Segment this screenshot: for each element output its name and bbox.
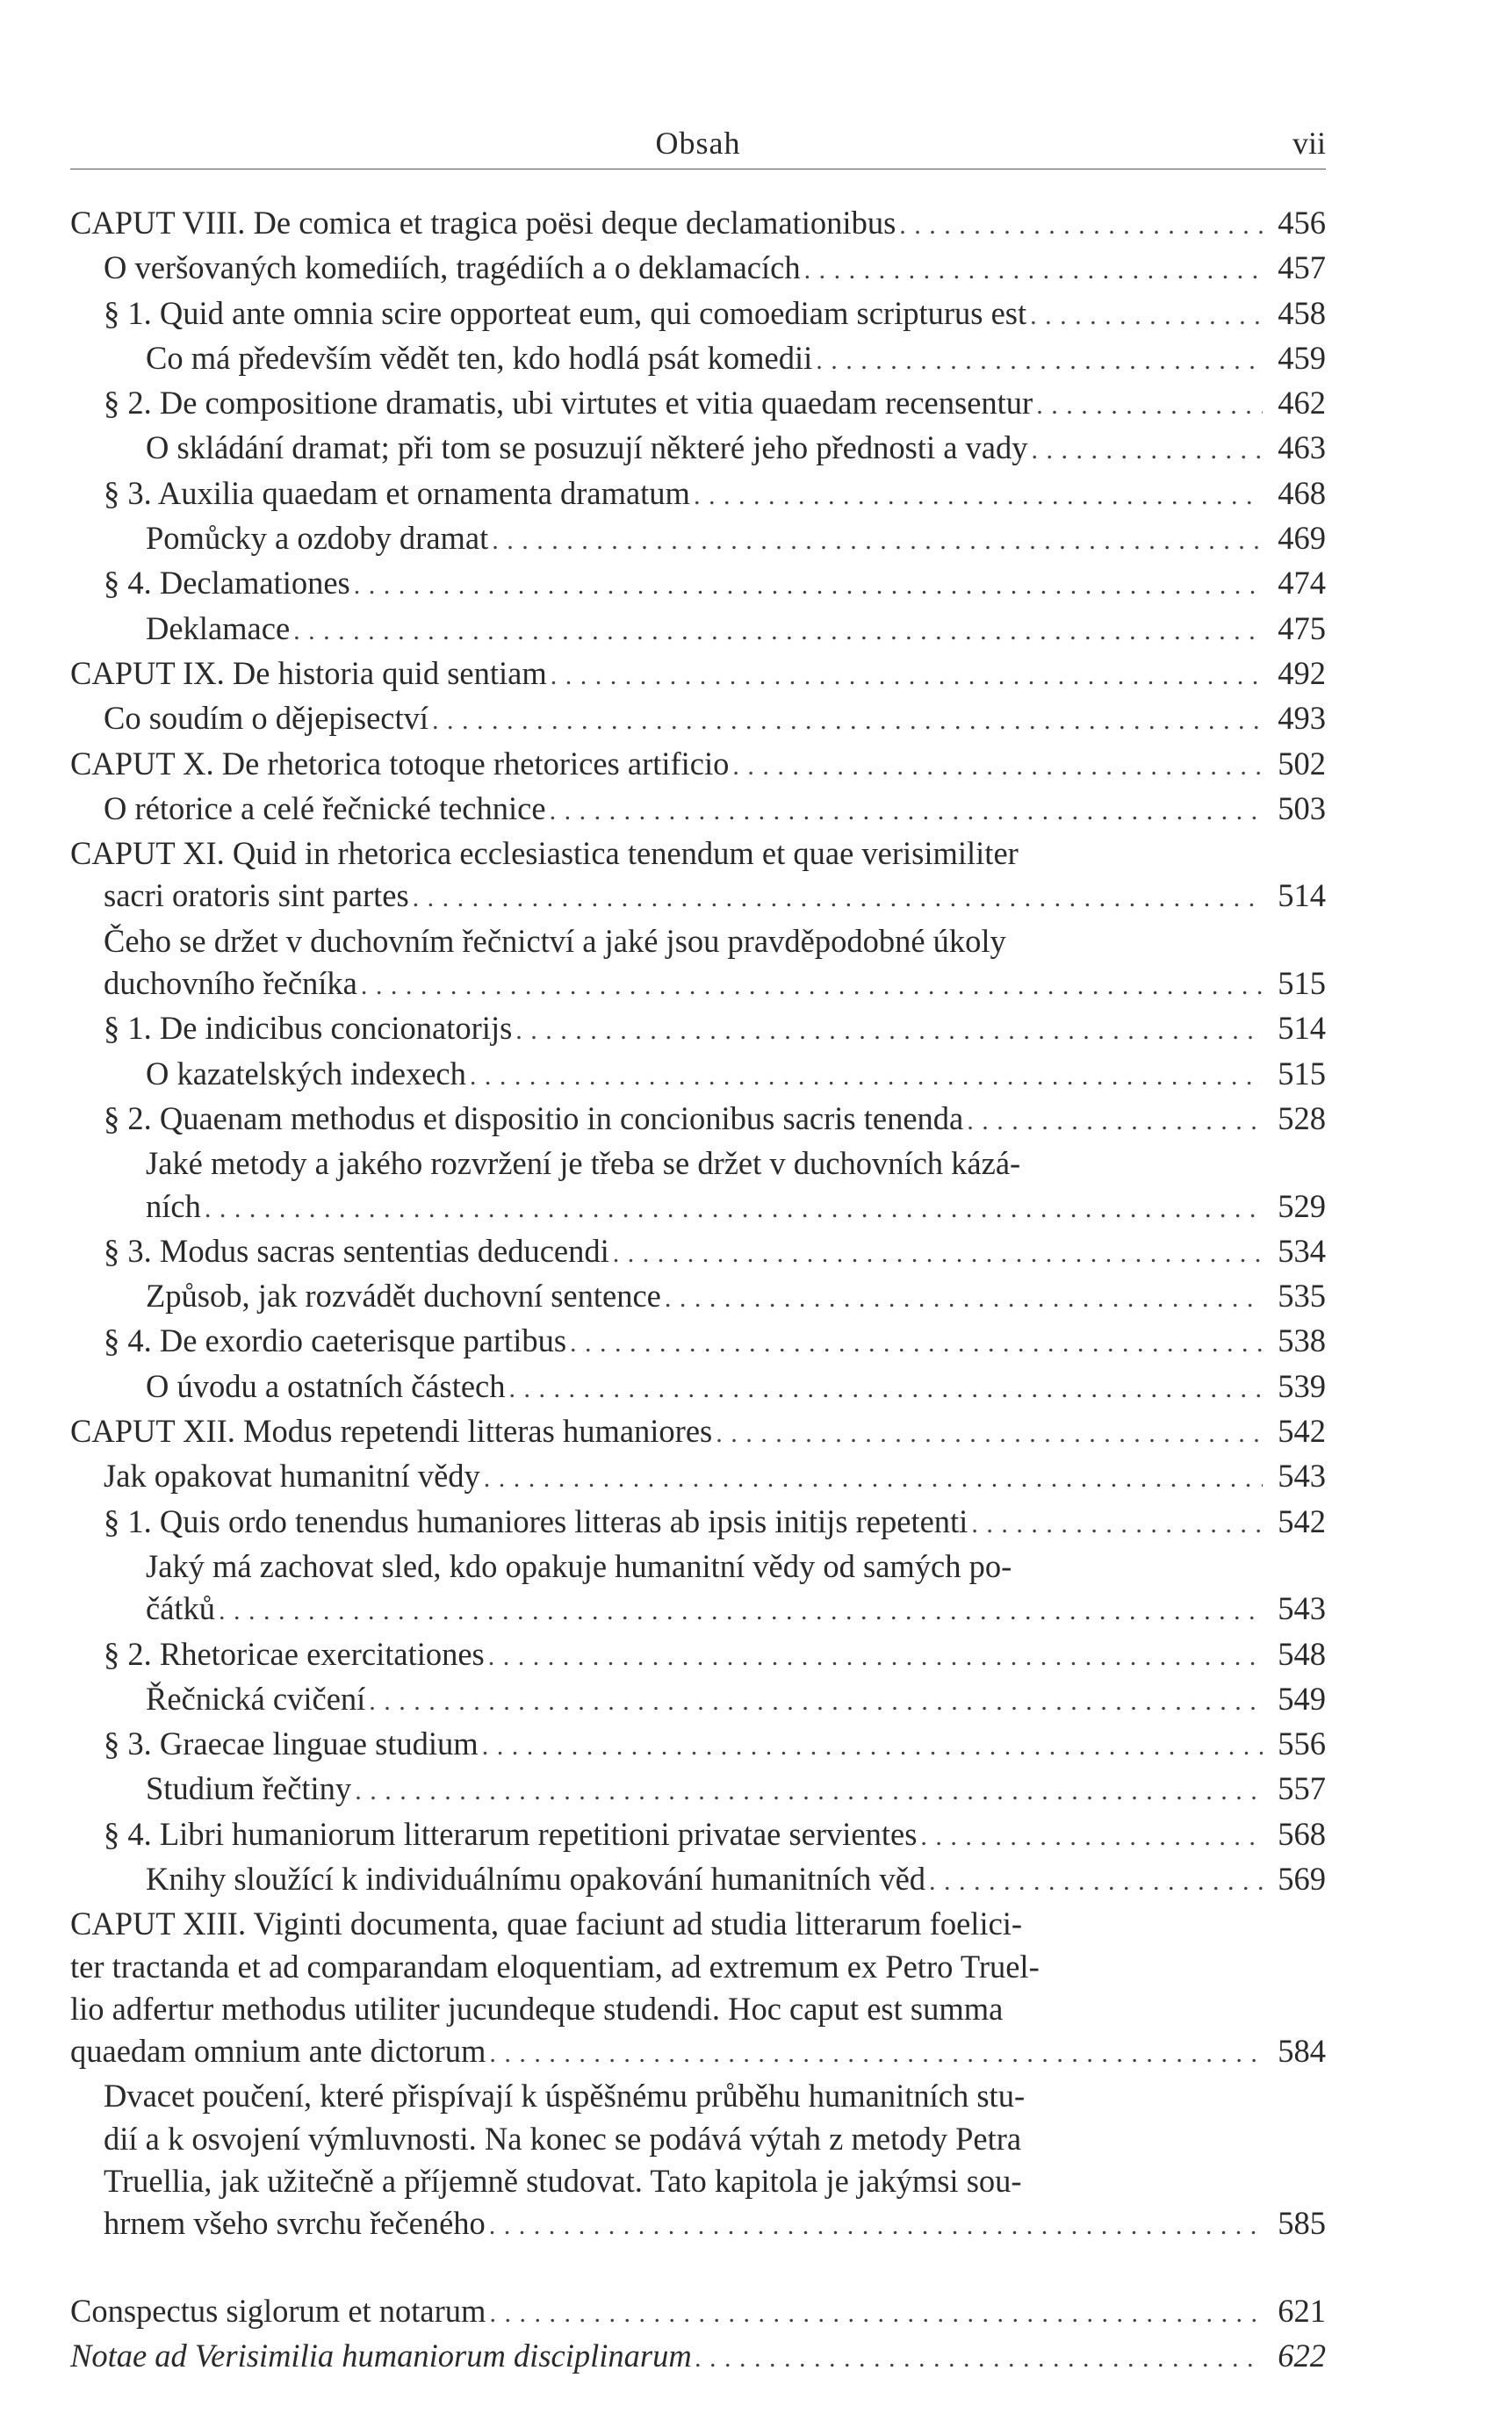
toc-entry-title-line: dií a k osvojení výmluvnosti. Na konec se podává výtah z metody Petra	[104, 2120, 1022, 2157]
toc-entry[interactable]	[70, 697, 1326, 742]
dot-leader	[694, 475, 1263, 517]
toc-entry[interactable]	[70, 1678, 1326, 1723]
toc-entry-title-line: CAPUT XIII. Viginti documenta, quae faciunt ad studia litterarum foelici-	[70, 1906, 1023, 1942]
dot-leader	[369, 1681, 1263, 1723]
dot-leader	[432, 700, 1263, 742]
toc-page-number: 457	[1278, 249, 1326, 286]
toc-page-number: 492	[1278, 654, 1326, 691]
toc-entry-title: Co soudím o dějepisectví	[104, 700, 429, 737]
toc-page-number: 538	[1278, 1322, 1326, 1359]
toc-page-number: 459	[1278, 339, 1326, 376]
toc-entry-title-line: čátků	[146, 1590, 216, 1627]
toc-entry-title-line: CAPUT XI. Quid in rhetorica ecclesiastica tenendum et quae verisimiliter	[70, 835, 1019, 872]
dot-leader	[488, 1636, 1263, 1678]
dot-leader	[293, 610, 1263, 652]
toc-entry[interactable]	[70, 292, 1326, 337]
toc-entry[interactable]	[70, 1858, 1326, 1903]
toc-entry-title: O rétorice a celé řečnické technice	[104, 789, 546, 826]
dot-leader	[354, 565, 1263, 607]
toc-page-number: 535	[1278, 1278, 1326, 1315]
toc-page-number: 557	[1278, 1770, 1326, 1807]
toc-page-number: 569	[1278, 1860, 1326, 1897]
toc-entry-continuation[interactable]	[70, 875, 1326, 919]
toc-entry-title: Deklamace	[146, 609, 291, 646]
toc-entry[interactable]	[70, 652, 1326, 697]
dot-leader	[570, 1322, 1263, 1365]
toc-entry-multiline[interactable]	[70, 920, 1326, 962]
toc-page-number: 543	[1278, 1458, 1326, 1495]
toc-entry[interactable]	[70, 1501, 1326, 1545]
toc-entry-title: Jak opakovat humanitní vědy	[104, 1458, 480, 1495]
toc-entry-title: § 1. Quid ante omnia scire opporteat eum, qui comoediam scripturus est	[104, 294, 1027, 331]
toc-page-number: 514	[1278, 1010, 1326, 1047]
toc-entry-title: O úvodu a ostatních částech	[146, 1367, 506, 1404]
toc-entry-title-line: quaedam omnium ante dictorum	[70, 2033, 486, 2070]
toc-entry[interactable]	[70, 2335, 1326, 2380]
toc-entry-continuation[interactable]	[70, 1988, 1326, 2030]
dot-leader	[515, 1010, 1263, 1052]
toc-page-number: 468	[1278, 474, 1326, 511]
dot-leader	[470, 1055, 1263, 1098]
toc-entry-title: Pomůcky a ozdoby dramat	[146, 520, 489, 557]
toc-entry-title-line: ních	[146, 1187, 201, 1224]
dot-leader	[920, 1816, 1263, 1858]
toc-entry-title-line: lio adfertur methodus utiliter jucundeque studendi. Hoc caput est summa	[70, 1990, 1004, 2027]
toc-page-number: 503	[1278, 789, 1326, 826]
dot-leader	[967, 1100, 1263, 1142]
toc-entry[interactable]	[70, 1723, 1326, 1768]
toc-entry[interactable]	[70, 1320, 1326, 1365]
toc-page-number: 456	[1278, 205, 1326, 241]
toc-entry-title: § 4. De exordio caeterisque partibus	[104, 1322, 567, 1359]
toc-entry-title-line: sacri oratoris sint partes	[104, 877, 409, 914]
toc-page-number: 534	[1278, 1232, 1326, 1269]
toc-entry-continuation[interactable]	[70, 2118, 1326, 2160]
toc-entry[interactable]	[70, 1275, 1326, 1320]
toc-entry[interactable]	[70, 1768, 1326, 1812]
toc-entry[interactable]	[70, 1230, 1326, 1275]
toc-entry-title-line: ter tractanda et ad comparandam eloquentiam, ad extremum ex Petro Truel-	[70, 1948, 1040, 1985]
dot-leader	[804, 249, 1263, 292]
dot-leader	[489, 2205, 1263, 2247]
toc-entry-title: § 2. Rhetoricae exercitationes	[104, 1635, 485, 1672]
toc-page-number: 549	[1278, 1680, 1326, 1717]
toc-page-number: 622	[1278, 2337, 1326, 2374]
toc-entry-title: § 2. De compositione dramatis, ubi virtutes et vitia quaedam recensentur	[104, 385, 1033, 421]
toc-entry-continuation[interactable]	[70, 1588, 1326, 1632]
toc-entry[interactable]	[70, 382, 1326, 427]
toc-entry[interactable]	[70, 247, 1326, 292]
toc-entry-continuation[interactable]	[70, 962, 1326, 1007]
dot-leader	[732, 746, 1263, 788]
toc-entry[interactable]	[70, 1410, 1326, 1455]
toc-page-number: 515	[1278, 1055, 1326, 1092]
dot-leader	[929, 1861, 1263, 1903]
toc-entry-title: Conspectus siglorum et notarum	[70, 2292, 486, 2329]
toc-entry-multiline[interactable]	[70, 1903, 1326, 1945]
dot-leader	[551, 655, 1263, 697]
toc-entry[interactable]	[70, 2290, 1326, 2335]
toc-entry[interactable]	[70, 472, 1326, 517]
dot-leader	[971, 1503, 1263, 1545]
toc-entry-continuation[interactable]	[70, 2202, 1326, 2247]
running-header	[70, 121, 1326, 169]
toc-entry-title: Knihy sloužící k individuálnímu opakování humanitních věd	[146, 1860, 926, 1897]
toc-entry[interactable]	[70, 517, 1326, 562]
dot-leader	[1036, 385, 1263, 427]
toc-page-number: 493	[1278, 700, 1326, 737]
toc-page-number: 585	[1278, 2205, 1326, 2242]
toc-page-number: 462	[1278, 385, 1326, 421]
dot-leader	[219, 1590, 1263, 1632]
toc-entry[interactable]	[70, 1455, 1326, 1500]
toc-page-number: 542	[1278, 1413, 1326, 1450]
toc-entry-title-line: Jaké metody a jakého rozvržení je třeba se držet v duchovních kázá-	[146, 1145, 1021, 1182]
toc-page-number: 529	[1278, 1187, 1326, 1224]
toc-entry-title: Způsob, jak rozvádět duchovní sentence	[146, 1278, 661, 1315]
toc-entry-title-line: Dvacet poučení, které přispívají k úspěšnému průběhu humanitních stu-	[104, 2078, 1026, 2115]
dot-leader	[1030, 295, 1263, 337]
toc-entry-title: Co má především vědět ten, kdo hodlá psát komedii	[146, 339, 813, 376]
toc-entry[interactable]	[70, 743, 1326, 788]
toc-entry-multiline[interactable]	[70, 1142, 1326, 1185]
toc-entry[interactable]	[70, 608, 1326, 652]
toc-page-number: 458	[1278, 294, 1326, 331]
toc-entry[interactable]	[70, 562, 1326, 607]
toc-entry-title: O veršovaných komediích, tragédiích a o deklamacích	[104, 249, 801, 286]
toc-page-number: 515	[1278, 965, 1326, 1002]
dot-leader	[355, 1770, 1263, 1812]
toc-page-number: 474	[1278, 565, 1326, 602]
toc-entry-multiline[interactable]	[70, 1545, 1326, 1588]
toc-entry-title: CAPUT IX. De historia quid sentiam	[70, 654, 547, 691]
dot-leader	[361, 965, 1263, 1007]
toc-page-number: 514	[1278, 877, 1326, 914]
toc-page-number: 539	[1278, 1367, 1326, 1404]
toc-page-number: 621	[1278, 2292, 1326, 2329]
toc-page-number: 548	[1278, 1635, 1326, 1672]
dot-leader	[665, 1278, 1263, 1320]
toc-entry-title: § 2. Quaenam methodus et dispositio in concionibus sacris tenenda	[104, 1099, 964, 1136]
toc-page-number: 502	[1278, 745, 1326, 782]
toc-entry-title: CAPUT XII. Modus repetendi litteras humaniores	[70, 1413, 713, 1450]
dot-leader	[482, 1726, 1263, 1768]
toc-entry-title: § 3. Graecae linguae studium	[104, 1726, 479, 1762]
dot-leader	[413, 877, 1263, 919]
toc-entry-title: O kazatelských indexech	[146, 1055, 466, 1092]
toc-entry[interactable]	[70, 337, 1326, 382]
toc-page-number: 542	[1278, 1502, 1326, 1539]
dot-leader	[492, 520, 1263, 562]
book-page	[70, 0, 1326, 2428]
toc-page-number: 463	[1278, 429, 1326, 466]
toc-page-number: 543	[1278, 1590, 1326, 1627]
dot-leader	[613, 1233, 1263, 1275]
toc-page-number: 568	[1278, 1815, 1326, 1852]
table-of-contents	[70, 202, 1326, 2380]
toc-entry[interactable]	[70, 1098, 1326, 1142]
header-page-number: vii	[1292, 126, 1326, 161]
toc-entry[interactable]	[70, 1053, 1326, 1098]
toc-entry-title: § 1. De indicibus concionatorijs	[104, 1010, 513, 1047]
toc-entry[interactable]	[70, 427, 1326, 472]
dot-leader	[205, 1188, 1263, 1230]
dot-leader	[899, 205, 1263, 247]
toc-entry-title: CAPUT X. De rhetorica totoque rhetorices artificio	[70, 745, 730, 782]
toc-entry-title-line: hrnem všeho svrchu řečeného	[104, 2205, 486, 2242]
toc-page-number: 556	[1278, 1726, 1326, 1762]
toc-entry-multiline[interactable]	[70, 832, 1326, 875]
dot-leader	[550, 790, 1263, 832]
toc-entry-title-line: duchovního řečníka	[104, 965, 357, 1002]
toc-entry-title: O skládání dramat; při tom se posuzují některé jeho přednosti a vady	[146, 429, 1028, 466]
toc-entry[interactable]	[70, 202, 1326, 247]
dot-leader	[484, 1458, 1263, 1500]
toc-page-number: 469	[1278, 520, 1326, 557]
dot-leader	[695, 2338, 1263, 2380]
spacer	[70, 2248, 1326, 2290]
toc-page-number: 475	[1278, 609, 1326, 646]
header-title: Obsah	[655, 126, 741, 161]
toc-entry-multiline[interactable]	[70, 2075, 1326, 2117]
toc-entry-title: § 4. Libri humaniorum litterarum repetitioni privatae servientes	[104, 1815, 918, 1852]
toc-entry-continuation[interactable]	[70, 2160, 1326, 2202]
dot-leader	[716, 1413, 1263, 1455]
toc-entry-title: CAPUT VIII. De comica et tragica poësi deque declamationibus	[70, 205, 896, 241]
toc-entry-title-line: Truellia, jak užitečně a příjemně studovat. Tato kapitola je jakýmsi sou-	[104, 2163, 1022, 2200]
toc-entry-title-line: Jaký má zachovat sled, kdo opakuje humanitní vědy od samých po-	[146, 1547, 1012, 1584]
dot-leader	[816, 340, 1263, 382]
toc-entry[interactable]	[70, 788, 1326, 832]
toc-entry-title: § 1. Quis ordo tenendus humaniores litteras ab ipsis initijs repetenti	[104, 1502, 968, 1539]
toc-entry-continuation[interactable]	[70, 1946, 1326, 1988]
toc-page-number: 584	[1278, 2033, 1326, 2070]
dot-leader	[1032, 429, 1264, 472]
toc-page-number: 528	[1278, 1099, 1326, 1136]
toc-entry[interactable]	[70, 1633, 1326, 1678]
toc-entry-continuation[interactable]	[70, 1185, 1326, 1230]
toc-entry[interactable]	[70, 1007, 1326, 1052]
dot-leader	[489, 2033, 1263, 2075]
toc-entry-title: § 3. Auxilia quaedam et ornamenta dramatum	[104, 474, 690, 511]
dot-leader	[489, 2293, 1263, 2335]
toc-entry-title-line: Čeho se držet v duchovním řečnictví a jaké jsou pravděpodobné úkoly	[104, 922, 1006, 959]
toc-entry-title: § 4. Declamationes	[104, 565, 350, 602]
toc-entry-title: Notae ad Verisimilia humaniorum disciplinarum	[70, 2337, 692, 2374]
toc-entry-title: § 3. Modus sacras sententias deducendi	[104, 1232, 609, 1269]
dot-leader	[508, 1368, 1263, 1410]
toc-entry-title: Studium řečtiny	[146, 1770, 352, 1807]
toc-entry-continuation[interactable]	[70, 2030, 1326, 2075]
toc-entry-title: Řečnická cvičení	[146, 1680, 366, 1717]
toc-entry[interactable]	[70, 1365, 1326, 1410]
toc-entry[interactable]	[70, 1813, 1326, 1858]
